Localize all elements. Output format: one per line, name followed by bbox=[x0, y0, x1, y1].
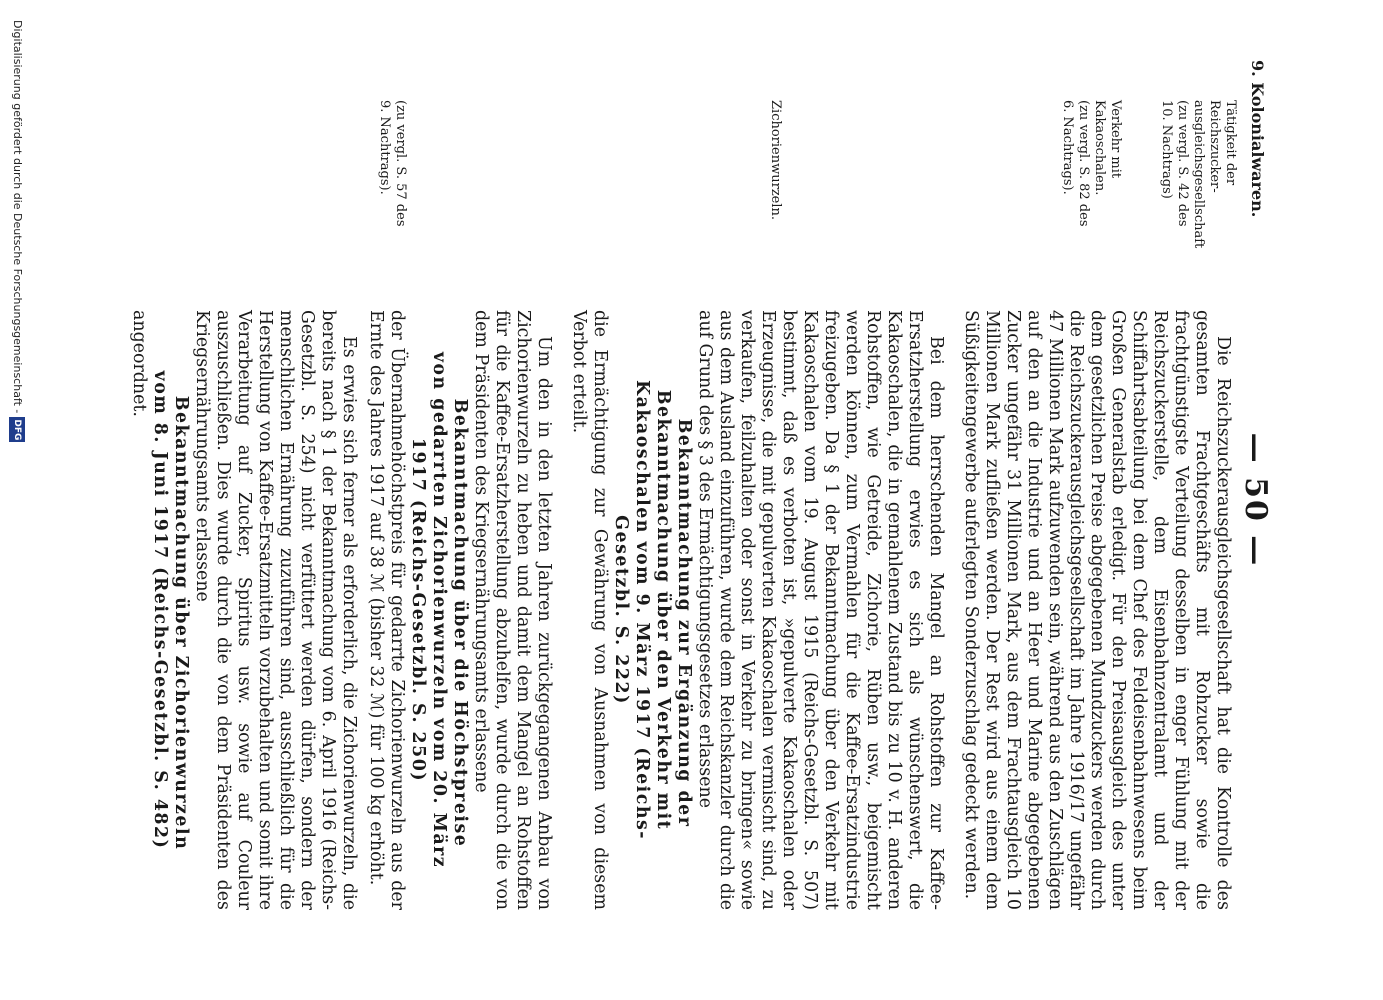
dfg-logo: DFG bbox=[9, 417, 25, 442]
margin-note-zichorien-ref bbox=[376, 100, 408, 275]
margin-note-line: Tätigkeit der Reichszucker- bbox=[1207, 100, 1238, 193]
margin-note-kakaoschalen bbox=[1059, 100, 1123, 275]
paragraph-angeordnet: angeordnet. bbox=[129, 310, 149, 417]
margin-note-zichorien bbox=[767, 100, 783, 275]
margin-note-zuckerausgleich bbox=[1158, 100, 1238, 275]
margin-note-line: (zu vergl. S. 57 des bbox=[393, 100, 408, 227]
margin-note-kolonialwaren bbox=[1247, 60, 1265, 290]
heading-bekanntmachung-kakaoschalen: Bekanntmachung zur Ergänzung der Bekanntmachung über den Verkehr mit Kakaoschalen vom 9. März 1917 (Reichs-Gesetzbl. S. 222) bbox=[611, 380, 694, 840]
page-number: — 50 — bbox=[1238, 432, 1273, 568]
margin-note-line: 6. Nachtrags). bbox=[1060, 100, 1075, 195]
heading-bekanntmachung-hoechstpreise: Bekanntmachung über die Höchstpreise von gedarrten Zichorienwurzeln vom 20. März 1917 (Reichs-Gesetzbl. S. 250) bbox=[408, 351, 470, 869]
margin-note-line: ausgleichsgesellschaft bbox=[1191, 100, 1206, 249]
margin-note-line: Zichorienwurzeln. bbox=[768, 100, 783, 221]
paragraph-zichorien-verwendung: Es erwies sich ferner als erforderlich, die Zichorienwurzeln, die bereits nach § 1 der Bekanntmachung vom 6. April 1916 (Reichs-Gesetzbl. S. 254) nicht verfüttert werden dürfen, sondern der menschlichen Ernährung zuzuführen sind, ausschließlich für die Herstellung von Kaffee-Ersatzmitteln vorzubehalten und somit ihre Verarbeitung auf Zucker, Spiritus usw. sowie auf Couleur auszuschließen. Dies wurde durch die von dem Präsidenten des Kriegsernährungsamts erlassene bbox=[192, 310, 359, 910]
paragraph-ermaechtigung: die Ermächtigung zur Gewährung von Ausnahmen von diesem Verbot erteilt. bbox=[569, 310, 610, 910]
margin-note-line: Verkehr mit Kakaoschalen. bbox=[1092, 100, 1123, 196]
margin-note-line: 10. Nachtrags) bbox=[1159, 100, 1174, 199]
paragraph-zuckerausgleich: Die Reichszuckerausgleichsgesellschaft hat die Kontrolle des gesamten Frachtgeschäfts mit Rohzucker sowie die frachtgünstigste Verteilung desselben in enger Fühlung mit der Reichszuckerstelle, dem Eisenbahnzentralamt und der Schiffahrtsabteilung bei dem Chef des Feldeisenbahnwesens beim Großen Generalstab erledigt. Für den Preisausgleich des unter dem gesetzlichen Preise abgegebenen Mundzuckers werden durch die Reichszuckerausgleichsgesellschaft im Jahre 1916/17 ungefähr 47 Millionen Mark aufzuwenden sein, während aus den Zuschlägen auf den an die Industrie und an Heer und Marine abgegebenen Zucker ungefähr 31 Millionen Mark, aus dem Frachtausgleich 10 Millionen Mark zufließen werden. Der Rest wird aus einem dem Süßigkeitengewerbe auferlegten Sonderzuschlag gedeckt werden. bbox=[961, 310, 1233, 910]
heading-bekanntmachung-zichorienwurzeln: Bekanntmachung über Zichorienwurzeln vom 8. Juni 1917 (Reichs-Gesetzbl. S. 482) bbox=[150, 370, 191, 851]
paragraph-zichorien-anbau: Um den in den letzten Jahren zurückgegangenen Anbau von Zichorienwurzeln zu heben und damit dem Mangel an Rohstoffen für die Kaffee-Ersatzherstellung abzuhelfen, wurde durch die von dem Präsidenten des Kriegsernährungsamts erlassene bbox=[471, 310, 554, 910]
margin-note-line: (zu vergl. S. 42 des bbox=[1175, 100, 1190, 227]
body-text bbox=[128, 310, 1233, 910]
margin-note-line: 9. Nachtrags). bbox=[377, 100, 392, 195]
credit-text: Digitalisierung gefördert durch die Deutsche Forschungsgemeinschaft - bbox=[11, 20, 24, 414]
section-heading-kolonialwaren: 9. Kolonialwaren. bbox=[1248, 60, 1267, 218]
digitization-credit bbox=[9, 20, 25, 1000]
paragraph-kakaoschalen: Bei dem herrschenden Mangel an Rohstoffen zur Kaffee-Ersatzherstellung erwies es sich als wünschenswert, die Kakaoschalen, die in gemahlenem Zustand bis zu 10 v. H. anderen Rohstoffen, wie Getreide, Zichorie, Rüben usw., beigemischt werden können, zum Vermahlen für die Kaffee-Ersatzindustrie freizugeben. Da § 1 der Bekanntmachung über den Verkehr mit Kakaoschalen vom 19. August 1915 (Reichs-Gesetzbl. S. 507) bestimmt, daß es verboten ist, »gepulverte Kakaoschalen oder Erzeugnisse, die mit gepulverten Kakaoschalen vermischt sind, zu verkaufen, feilzuhalten oder sonst in Verkehr zu bringen« sowie aus dem Ausland einzuführen, wurde dem Reichskanzler durch die auf Grund des § 3 des Ermächtigungsgesetzes erlassene bbox=[695, 310, 946, 910]
paragraph-uebernahmepreis: der Übernahmehöchstpreis für gedarrte Zichorienwurzeln aus der Ernte des Jahres 1917 auf 38 ℳ (bisher 32 ℳ) für 100 kg erhöht. bbox=[366, 310, 407, 910]
margin-note-line: (zu vergl. S. 82 des bbox=[1076, 100, 1091, 227]
